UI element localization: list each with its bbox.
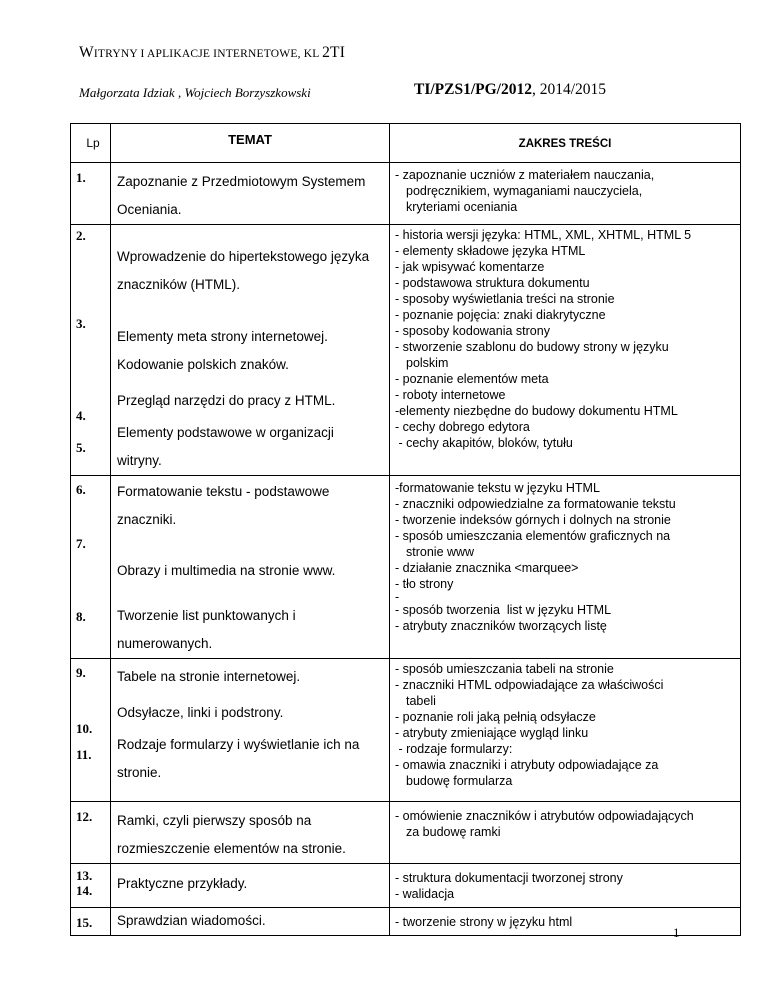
- scope-line: - omawia znaczniki i atrybuty odpowiadające za: [395, 758, 659, 772]
- topic-line: witryny.: [117, 453, 162, 468]
- row-number-cell: [71, 908, 111, 936]
- topic-cell: [111, 802, 390, 864]
- topic-cell: [111, 476, 390, 659]
- topic-line: Formatowanie tekstu - podstawowe: [117, 484, 330, 499]
- row-number: 6.: [76, 482, 86, 497]
- topic-line: Zapoznanie z Przedmiotowym Systemem: [117, 174, 366, 189]
- scope-cell: [390, 476, 741, 659]
- scope-line: - działanie znacznika <marquee>: [395, 561, 579, 575]
- scope-line: - stworzenie szablonu do budowy strony w języku: [395, 340, 669, 354]
- scope-line: tabeli: [406, 694, 436, 708]
- title-rest: ITRYNY I APLIKACJE INTERNETOWE: [93, 48, 298, 60]
- scope-line: - sposoby kodowania strony: [395, 324, 550, 338]
- scope-line: - tworzenie strony w języku html: [395, 915, 573, 929]
- topic-line: Tabele na stronie internetowej.: [117, 669, 301, 684]
- scope-line: - poznanie roli jaką pełnią odsyłacze: [395, 710, 596, 724]
- program-code-id: TI/PZS1/PG/2012: [414, 81, 532, 98]
- row-number-cell: [71, 163, 111, 225]
- scope-line: - podstawowa struktura dokumentu: [395, 276, 590, 290]
- topic-line: znaczniki.: [117, 512, 177, 527]
- topic-cell: [111, 864, 390, 908]
- topic-cell: [111, 908, 390, 936]
- topic-cell: [111, 659, 390, 802]
- scope-line: - elementy składowe języka HTML: [395, 244, 586, 258]
- row-number-cell: [71, 659, 111, 802]
- scope-cell: [390, 225, 741, 476]
- scope-line: - sposób umieszczania tabeli na stronie: [395, 662, 614, 676]
- row-number: 3.: [76, 316, 86, 331]
- scope-line: - struktura dokumentacji tworzonej strony: [395, 871, 623, 885]
- header-lp: Lp: [71, 124, 111, 163]
- title-kl: , KL: [297, 48, 323, 60]
- row-number: 5.: [76, 440, 86, 455]
- title-class: 2TI: [322, 44, 346, 61]
- row-number: 10.: [76, 721, 93, 736]
- row-number: 13.: [76, 868, 93, 883]
- row-number: 12.: [76, 809, 93, 824]
- title-initial: W: [79, 44, 94, 61]
- scope-line: - sposoby wyświetlania treści na stronie: [395, 292, 615, 306]
- scope-line: - atrybuty zmieniające wygląd linku: [395, 726, 589, 740]
- curriculum-table: [70, 123, 741, 936]
- topic-line: Elementy podstawowe w organizacji: [117, 425, 334, 440]
- topic-line: Odsyłacze, linki i podstrony.: [117, 705, 284, 720]
- row-number: 15.: [76, 915, 93, 930]
- scope-line: - zapoznanie uczniów z materiałem nauczania,: [395, 168, 655, 182]
- scope-line: - omówienie znaczników i atrybutów odpowiadających: [395, 809, 694, 823]
- row-number-cell: [71, 802, 111, 864]
- school-year: , 2014/2015: [532, 81, 607, 98]
- authors: Małgorzata Idziak , Wojciech Borzyszkowski: [79, 85, 311, 100]
- topic-line: Kodowanie polskich znaków.: [117, 357, 289, 372]
- row-number-cell: [71, 476, 111, 659]
- scope-line: - roboty internetowe: [395, 388, 506, 402]
- scope-line: za budowę ramki: [406, 825, 501, 839]
- row-number: 14.: [76, 883, 93, 898]
- table-row: [71, 864, 741, 908]
- header-temat: TEMAT: [111, 124, 390, 163]
- row-number: 7.: [76, 536, 86, 551]
- topic-line: Wprowadzenie do hipertekstowego języka: [117, 249, 370, 264]
- scope-cell: [390, 864, 741, 908]
- scope-cell: [390, 802, 741, 864]
- topic-line: Przegląd narzędzi do pracy z HTML.: [117, 393, 336, 408]
- page-number: 1: [673, 925, 680, 940]
- scope-line: -elementy niezbędne do budowy dokumentu HTML: [395, 404, 678, 418]
- scope-line: - rodzaje formularzy:: [395, 742, 513, 756]
- scope-line: - jak wpisywać komentarze: [395, 260, 545, 274]
- row-number: 11.: [76, 747, 92, 762]
- topic-line: Oceniania.: [117, 202, 182, 217]
- scope-cell: [390, 908, 741, 936]
- scope-line: - znaczniki odpowiedzialne za formatowanie tekstu: [395, 497, 676, 511]
- row-number: 4.: [76, 408, 86, 423]
- topic-line: znaczników (HTML).: [117, 277, 241, 292]
- table-row: [71, 225, 741, 476]
- row-number-cell: [71, 225, 111, 476]
- topic-line: Sprawdzian wiadomości.: [117, 913, 266, 928]
- scope-line: - tworzenie indeksów górnych i dolnych na stronie: [395, 513, 671, 527]
- table-row: [71, 476, 741, 659]
- scope-line: - atrybuty znaczników tworzących listę: [395, 619, 607, 633]
- table-row: [71, 163, 741, 225]
- document-title: [79, 44, 345, 62]
- topic-line: rozmieszczenie elementów na stronie.: [117, 841, 346, 856]
- scope-line: - cechy dobrego edytora: [395, 420, 530, 434]
- scope-line: stronie www: [406, 545, 475, 559]
- scope-line: - poznanie elementów meta: [395, 372, 549, 386]
- topic-line: Elementy meta strony internetowej.: [117, 329, 328, 344]
- scope-line: - tło strony: [395, 577, 454, 591]
- topic-cell: [111, 225, 390, 476]
- program-code: [414, 81, 606, 99]
- topic-line: stronie.: [117, 765, 162, 780]
- topic-line: Ramki, czyli pierwszy sposób na: [117, 813, 312, 828]
- scope-line: - cechy akapitów, bloków, tytułu: [395, 436, 573, 450]
- table-row: [71, 908, 741, 936]
- scope-cell: [390, 163, 741, 225]
- topic-line: Praktyczne przykłady.: [117, 876, 248, 891]
- scope-line: podręcznikiem, wymaganiami nauczyciela,: [406, 184, 643, 198]
- topic-cell: [111, 163, 390, 225]
- scope-line: -: [395, 590, 400, 604]
- row-number: 1.: [76, 170, 86, 185]
- table-row: [71, 802, 741, 864]
- scope-cell: [390, 659, 741, 802]
- scope-line: budowę formularza: [406, 774, 513, 788]
- scope-line: - poznanie pojęcia: znaki diakrytyczne: [395, 308, 606, 322]
- row-number: 9.: [76, 665, 86, 680]
- row-number-cell: [71, 864, 111, 908]
- scope-line: - historia wersji języka: HTML, XML, XHTML, HTML 5: [395, 228, 692, 242]
- row-number: 2.: [76, 228, 86, 243]
- scope-line: - walidacja: [395, 887, 455, 901]
- scope-line: - znaczniki HTML odpowiadające za właściwości: [395, 678, 664, 692]
- topic-line: Rodzaje formularzy i wyświetlanie ich na: [117, 737, 360, 752]
- topic-line: numerowanych.: [117, 636, 213, 651]
- row-number: 8.: [76, 609, 86, 624]
- scope-line: polskim: [406, 356, 449, 370]
- table-row: [71, 659, 741, 802]
- table-header-row: [71, 124, 741, 163]
- topic-line: Tworzenie list punktowanych i: [117, 608, 296, 623]
- topic-line: Obrazy i multimedia na stronie www.: [117, 563, 336, 578]
- header-zakres: ZAKRES TREŚCI: [390, 124, 741, 163]
- scope-line: - sposób tworzenia list w języku HTML: [395, 603, 612, 617]
- scope-line: kryteriami oceniania: [406, 200, 518, 214]
- scope-line: -formatowanie tekstu w języku HTML: [395, 481, 600, 495]
- scope-line: - sposób umieszczania elementów graficznych na: [395, 529, 671, 543]
